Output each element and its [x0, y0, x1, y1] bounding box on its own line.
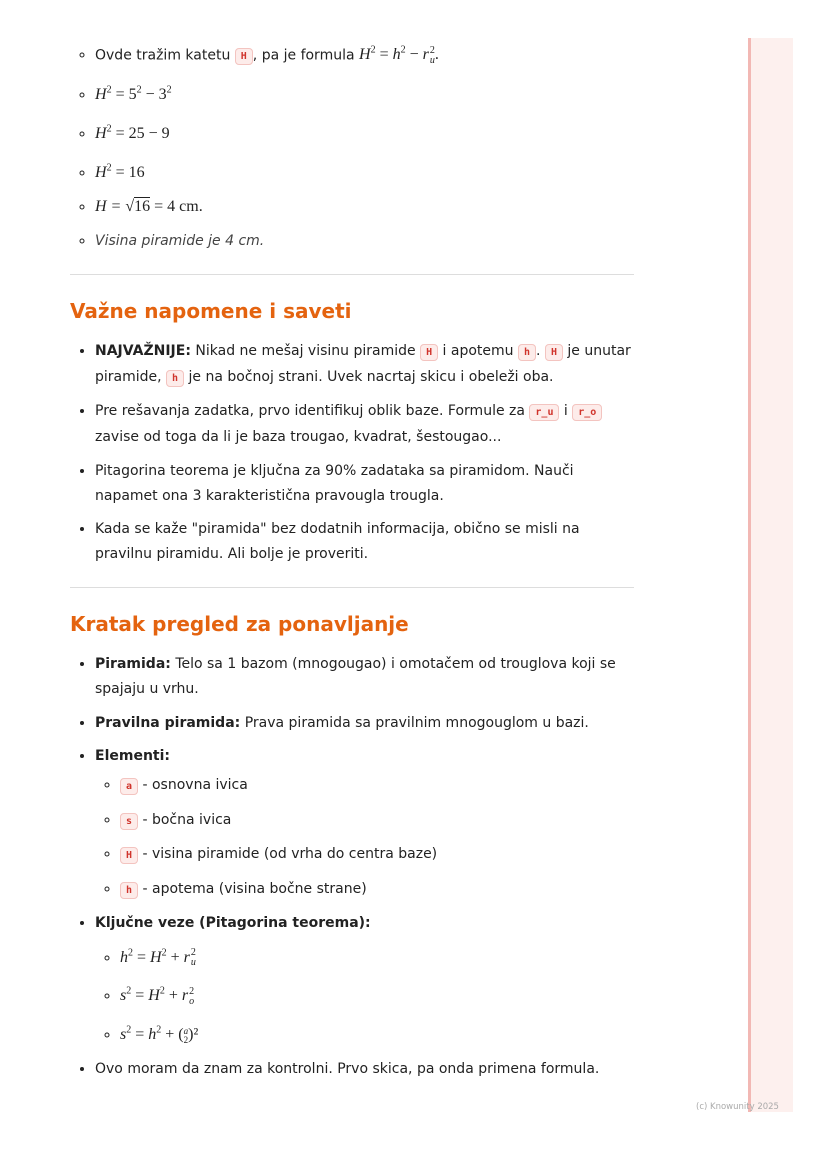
formula-var: r — [183, 948, 190, 966]
page-margin-panel — [748, 38, 793, 1112]
formula-text: = 25 − 9 — [111, 124, 170, 142]
code-h: h — [166, 370, 184, 387]
relations-list — [95, 940, 634, 1048]
bold-label: NAJVAŽNIJE: — [95, 342, 191, 359]
formula — [359, 44, 439, 66]
solution-steps — [70, 38, 634, 254]
text: . — [536, 342, 545, 359]
formula-var: h — [120, 948, 128, 966]
review-item — [95, 711, 634, 736]
superscript: 2 — [370, 45, 376, 56]
superscript: 2 — [126, 986, 132, 998]
elements-list — [95, 773, 634, 903]
text: je unutar piramide, — [95, 342, 631, 385]
relation-item — [120, 1018, 634, 1048]
text: i — [559, 403, 573, 420]
formula-text: + ( — [161, 1026, 184, 1044]
text: - bočna ivica — [138, 811, 232, 828]
text: Prava piramida sa pravilnim mnogouglom u bazi. — [240, 714, 589, 731]
section-heading-review: Kratak pregled za ponavljanje — [70, 612, 409, 637]
formula — [120, 946, 196, 968]
formula-var: H — [95, 163, 107, 181]
conclusion-text: Visina piramide je 4 cm. — [95, 232, 265, 249]
relation-item — [120, 979, 634, 1009]
formula — [120, 985, 195, 1007]
formula: H = √16 = 4 cm. — [95, 198, 203, 216]
text: - apotema (visina bočne strane) — [138, 880, 367, 897]
tip-item — [95, 339, 634, 391]
document-content — [70, 38, 634, 1090]
formula — [95, 125, 170, 142]
divider — [70, 274, 634, 275]
bold-label: Piramida: — [95, 656, 171, 673]
formula — [120, 1026, 198, 1043]
step-item — [95, 229, 634, 254]
formula-var: s — [120, 1026, 127, 1044]
formula-part: )² — [188, 1026, 199, 1044]
text: i apotemu — [438, 342, 518, 359]
formula-var: H — [148, 987, 160, 1005]
formula-text: . — [434, 46, 439, 64]
formula-part — [120, 1026, 184, 1043]
sup-sub: 2 u — [190, 946, 196, 968]
formula-var: r — [181, 987, 189, 1005]
tip-item — [95, 399, 634, 450]
numerator: a — [183, 1025, 189, 1036]
formula-var: H — [95, 124, 107, 142]
element-item — [120, 842, 634, 868]
review-item-elements — [95, 744, 634, 903]
superscript: 2 — [106, 123, 112, 135]
superscript: 2 — [106, 162, 112, 174]
bold-label: Pravilna piramida: — [95, 714, 241, 731]
formula-text: − 3 — [141, 86, 167, 104]
code-s: s — [120, 813, 138, 830]
tip-item: • Kada se kaže "piramida" bez dodatnih informacija, obično se misli na pravilnu piramidu. Ali bolje je proveriti. — [95, 517, 634, 567]
formula-var: s — [120, 987, 127, 1005]
text: zavise od toga da li je baza trougao, kvadrat, šestougao... — [95, 429, 502, 446]
element-item — [120, 808, 634, 834]
review-item-relations — [95, 911, 634, 1048]
superscript: 2 — [166, 84, 172, 96]
step-item — [95, 117, 634, 147]
step-item — [95, 194, 634, 220]
formula-text: = — [375, 46, 393, 64]
formula-text: = — [131, 1026, 149, 1044]
step-item — [95, 155, 634, 185]
formula-text: = — [133, 948, 151, 966]
formula-text: = 5 — [111, 86, 137, 104]
formula — [95, 164, 145, 181]
formula-text: = 16 — [111, 163, 145, 181]
formula-var: h — [148, 1026, 157, 1044]
superscript: 2 — [128, 947, 133, 959]
superscript: 2 — [161, 947, 167, 959]
element-item — [120, 877, 634, 903]
denominator: 2 — [183, 1034, 189, 1045]
review-item — [95, 652, 634, 702]
formula-part: H = — [95, 198, 126, 216]
code-h: h — [518, 344, 536, 361]
superscript: 2 — [126, 1024, 132, 1036]
step-item — [95, 38, 634, 69]
sup-sub: 2 o — [189, 985, 195, 1007]
formula-text: − — [405, 46, 423, 64]
text: je na bočnoj strani. Uvek nacrtaj skicu i obeleži oba. — [184, 368, 554, 385]
superscript: 2 — [156, 1024, 162, 1036]
formula-text: + — [166, 948, 184, 966]
code-H: H — [420, 344, 438, 361]
code-h: h — [120, 882, 138, 899]
text: Pre rešavanja zadatka, prvo identifikuj oblik baze. Formule za — [95, 403, 530, 420]
text: Nikad ne mešaj visinu piramide — [190, 342, 421, 359]
bold-label: Elementi: — [95, 748, 170, 765]
formula-var: H — [95, 86, 107, 104]
text: Telo sa 1 bazom (mnogougao) i omotačem od trouglova koji se spajaju u vrhu. — [95, 656, 616, 698]
sup-sub: 2 u — [429, 44, 435, 66]
superscript: 2 — [106, 84, 112, 96]
element-item — [120, 773, 634, 799]
bold-label: Ključne veze (Pitagorina teorema): — [95, 915, 371, 932]
superscript: 2 — [400, 45, 406, 56]
formula-var: H — [150, 948, 162, 966]
formula-var: r — [422, 46, 429, 64]
sqrt-radicand: 16 — [134, 198, 151, 216]
code-r-u: r_u — [529, 404, 559, 421]
text: - osnovna ivica — [138, 777, 248, 794]
code-H: H — [120, 847, 138, 864]
superscript: 2 — [159, 986, 165, 998]
formula-text: = — [131, 987, 149, 1005]
step-item — [95, 78, 634, 108]
code-H: H — [545, 344, 563, 361]
relation-item — [120, 940, 634, 970]
superscript: 2 — [136, 84, 142, 96]
tips-list — [70, 339, 634, 568]
formula-var: H — [359, 46, 371, 64]
tip-item: • Pitagorina teorema je ključna za 90% zadataka sa piramidom. Nauči napamet ona 3 karakteristična pravougla trougla. — [95, 459, 634, 509]
formula-text: + — [164, 987, 182, 1005]
review-item: • Ovo moram da znam za kontrolni. Prvo skica, pa onda primena formula. — [95, 1057, 634, 1082]
code-H: H — [235, 48, 253, 65]
review-list — [70, 652, 634, 1081]
formula-var: h — [392, 46, 401, 64]
formula — [95, 86, 172, 103]
code-a: a — [120, 778, 138, 795]
formula-part: = 4 cm. — [150, 198, 203, 216]
section-heading-tips: Važne napomene i saveti — [70, 298, 352, 323]
divider — [70, 587, 634, 588]
step-text: Ovde tražim katetu — [95, 47, 231, 64]
footer-copyright: (c) Knowunity 2025 — [696, 1102, 779, 1112]
code-r-o: r_o — [572, 404, 602, 421]
text: - visina piramide (od vrha do centra baze) — [138, 846, 438, 863]
step-text: , pa je formula — [252, 47, 355, 64]
